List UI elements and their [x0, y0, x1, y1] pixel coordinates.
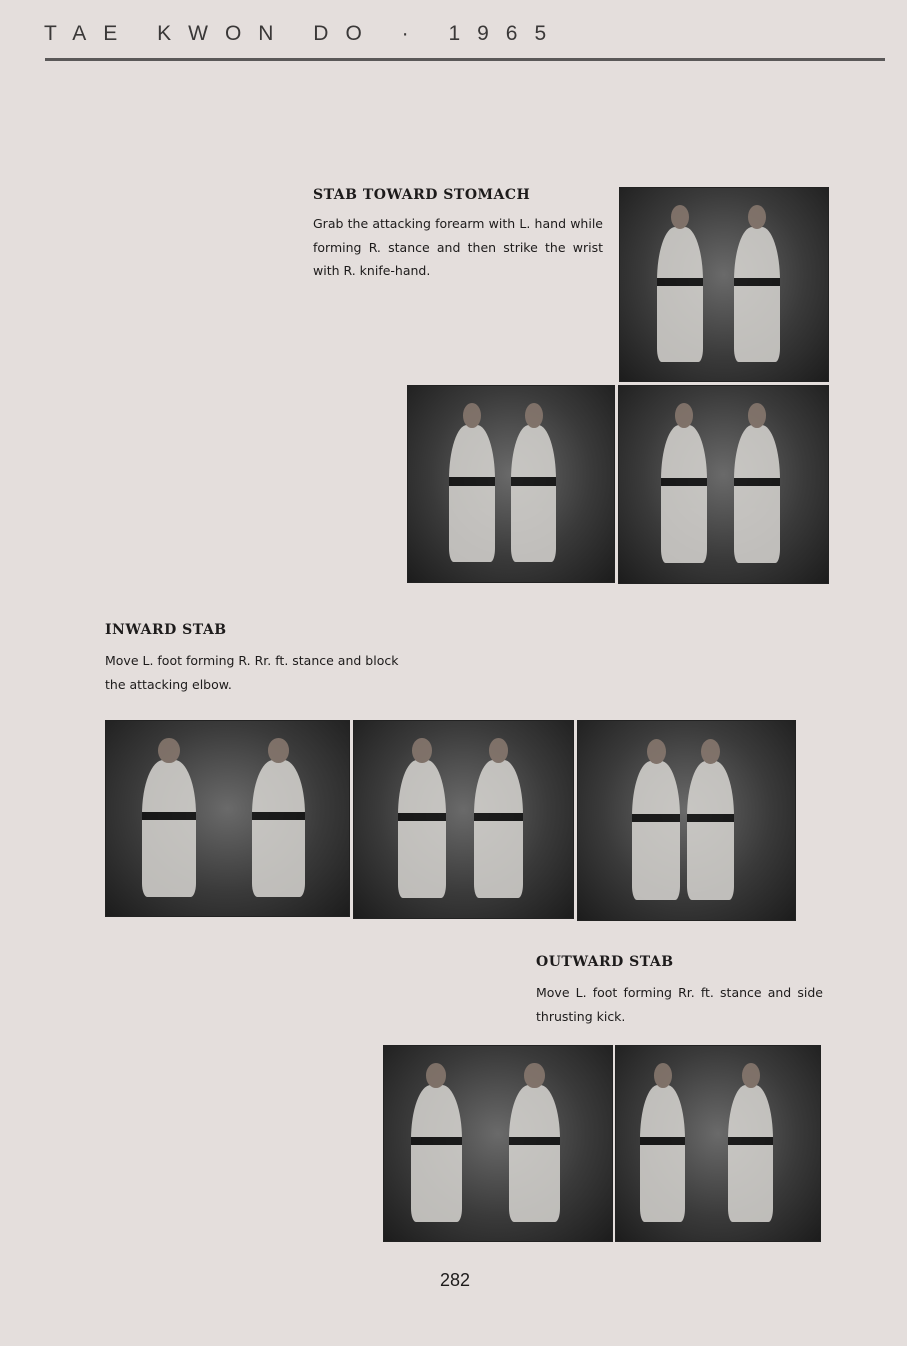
photo-inward-stab-1 — [105, 720, 350, 917]
section-title-inward-stab: INWARD STAB — [105, 622, 227, 638]
section-title-stab-toward-stomach: STAB TOWARD STOMACH — [313, 187, 531, 203]
header-rule — [45, 58, 885, 61]
photo-stab-stomach-1 — [619, 187, 829, 382]
photo-stab-stomach-3 — [618, 385, 829, 584]
section-title-outward-stab: OUTWARD STAB — [536, 954, 674, 970]
photo-inward-stab-2 — [353, 720, 574, 919]
section-text-stab-toward-stomach: Grab the attacking forearm with L. hand while forming R. stance and then strike the wrist with R. knife-hand. — [313, 216, 603, 278]
photo-outward-stab-2 — [615, 1045, 821, 1242]
photo-inward-stab-3 — [577, 720, 796, 921]
section-text-inward-stab: Move L. foot forming R. Rr. ft. stance and block the attacking elbow. — [105, 653, 399, 692]
page-number: 282 — [440, 1270, 471, 1290]
running-header: TAE KWON DO · 1965 — [44, 22, 564, 45]
photo-outward-stab-1 — [383, 1045, 613, 1242]
section-text-outward-stab: Move L. foot forming Rr. ft. stance and side thrusting kick. — [536, 985, 823, 1024]
photo-stab-stomach-2 — [407, 385, 615, 583]
